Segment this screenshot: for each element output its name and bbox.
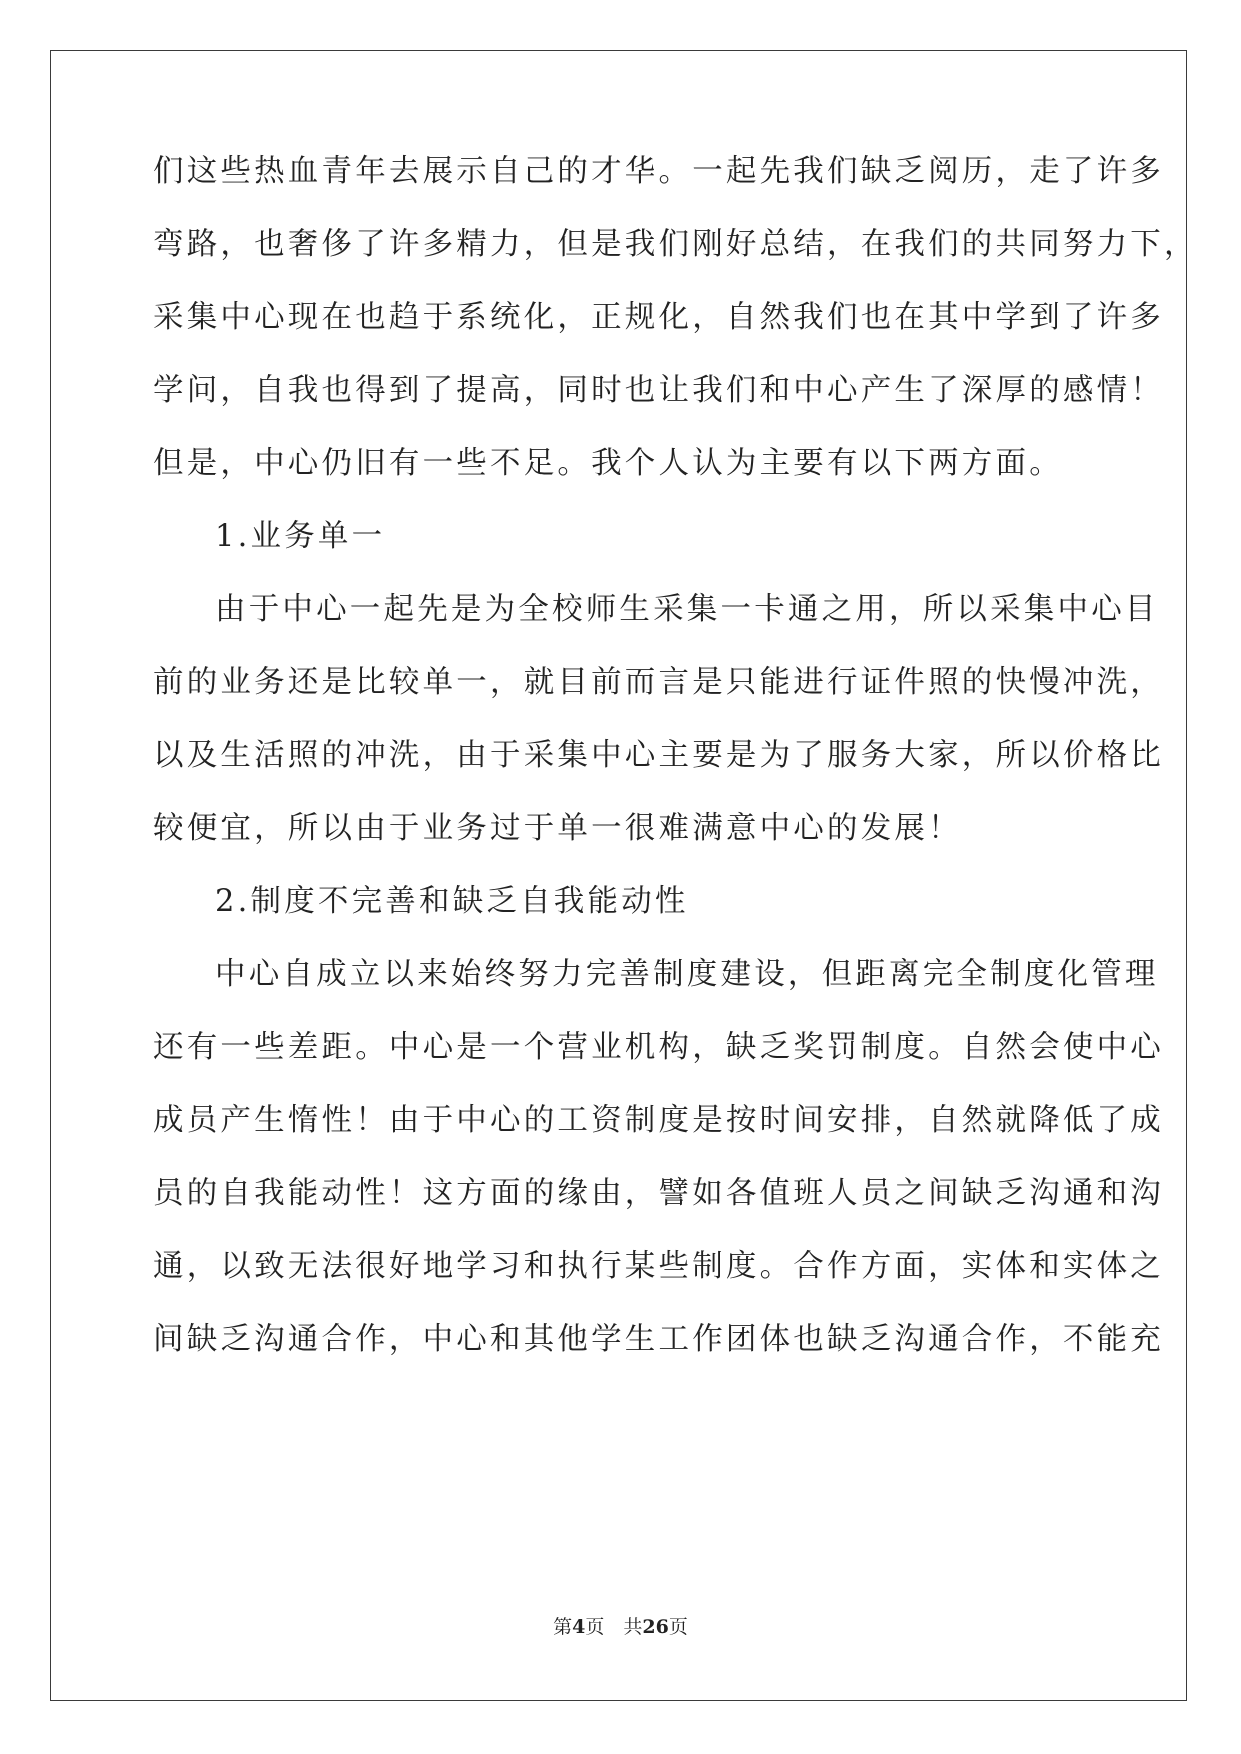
current-page-number: 4 [572,1616,586,1638]
text-line: 还有一些差距。中心是一个营业机构，缺乏奖罚制度。自然会使中心 [153,1030,1164,1065]
footer-middle: 页 共 [585,1616,643,1638]
text-line: 由于中心一起先是为全校师生采集一卡通之用，所以采集中心目 [215,592,1159,627]
footer-prefix: 第 [553,1616,573,1638]
text-line: 员的自我能动性！这方面的缘由，譬如各值班人员之间缺乏沟通和沟 [153,1176,1164,1211]
total-pages-number: 26 [642,1616,669,1638]
text-line: 采集中心现在也趋于系统化，正规化，自然我们也在其中学到了许多 [153,300,1164,335]
text-line: 学问，自我也得到了提高，同时也让我们和中心产生了深厚的感情！ [153,373,1164,408]
text-line: 成员产生惰性！由于中心的工资制度是按时间安排，自然就降低了成 [153,1103,1164,1138]
page-footer [0,1612,1241,1639]
text-line: 通，以致无法很好地学习和执行某些制度。合作方面，实体和实体之 [153,1249,1164,1284]
text-line: 间缺乏沟通合作，中心和其他学生工作团体也缺乏沟通合作，不能充 [153,1322,1164,1357]
text-line: 以及生活照的冲洗，由于采集中心主要是为了服务大家，所以价格比 [153,738,1164,773]
text-line: 前的业务还是比较单一，就目前而言是只能进行证件照的快慢冲洗， [153,665,1164,700]
text-line: 弯路，也奢侈了许多精力，但是我们刚好总结，在我们的共同努力下， [153,227,1198,262]
footer-suffix: 页 [668,1616,688,1638]
text-line: 们这些热血青年去展示自己的才华。一起先我们缺乏阅历，走了许多 [153,154,1164,189]
section-heading: 2.制度不完善和缺乏自我能动性 [215,884,689,919]
text-line: 但是，中心仍旧有一些不足。我个人认为主要有以下两方面。 [153,446,1063,481]
text-line: 中心自成立以来始终努力完善制度建设，但距离完全制度化管理 [215,957,1159,992]
section-heading: 1.业务单一 [215,519,386,554]
text-line: 较便宜，所以由于业务过于单一很难满意中心的发展！ [153,811,962,846]
